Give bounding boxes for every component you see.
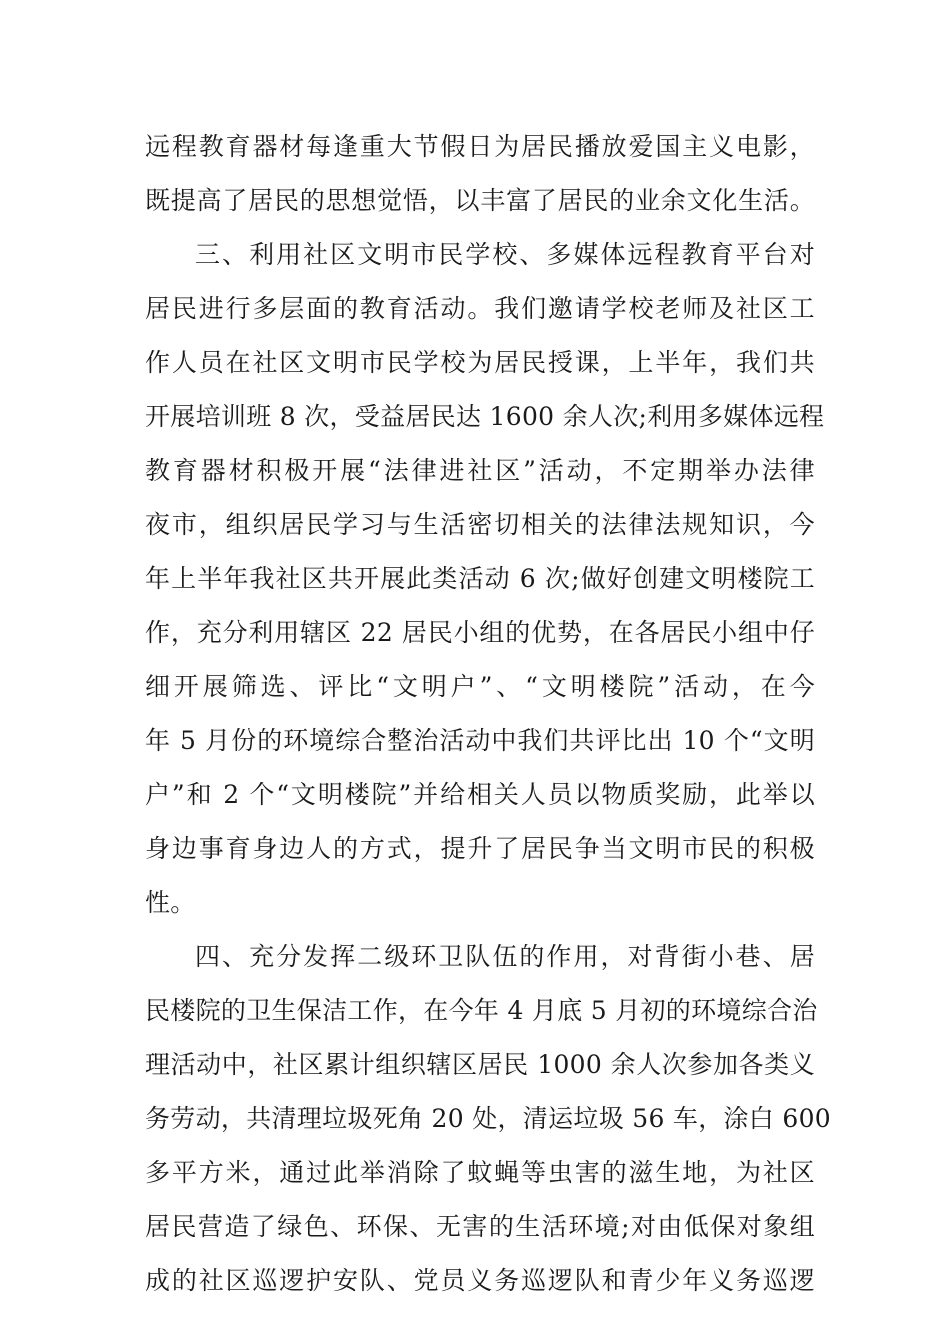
paragraph-line: 作，充分利用辖区 22 居民小组的优势，在各居民小组中仔 (145, 618, 815, 647)
paragraph-line: 多平方米，通过此举消除了蚊蝇等虫害的滋生地，为社区 (145, 1158, 815, 1187)
paragraph-line: 身边事育身边人的方式，提升了居民争当文明市民的积极 (145, 834, 815, 863)
paragraph-line: 开展培训班 8 次，受益居民达 1600 余人次;利用多媒体远程 (145, 402, 825, 431)
paragraph-line: 教育器材积极开展“法律进社区”活动，不定期举办法律 (145, 456, 815, 485)
paragraph-line: 细开展筛选、评比“文明户”、“文明楼院”活动，在今 (145, 672, 815, 701)
paragraph-line: 既提高了居民的思想觉悟，以丰富了居民的业余文化生活。 (145, 186, 815, 215)
paragraph-line: 夜市，组织居民学习与生活密切相关的法律法规知识，今 (145, 510, 815, 539)
paragraph-heading-line: 三、利用社区文明市民学校、多媒体远程教育平台对 (195, 240, 815, 269)
paragraph-line: 务劳动，共清理垃圾死角 20 处，清运垃圾 56 车，涂白 600 (145, 1104, 831, 1133)
paragraph-line: 作人员在社区文明市民学校为居民授课，上半年，我们共 (145, 348, 815, 377)
paragraph-line: 年上半年我社区共开展此类活动 6 次;做好创建文明楼院工 (145, 564, 815, 593)
paragraph-heading-line: 四、充分发挥二级环卫队伍的作用，对背街小巷、居 (195, 942, 815, 971)
paragraph-line: 年 5 月份的环境综合整治活动中我们共评比出 10 个“文明 (145, 726, 815, 755)
paragraph-line: 性。 (145, 888, 196, 917)
paragraph-line: 民楼院的卫生保洁工作，在今年 4 月底 5 月初的环境综合治 (145, 996, 818, 1025)
paragraph-line: 居民营造了绿色、环保、无害的生活环境;对由低保对象组 (145, 1212, 815, 1241)
paragraph-line: 理活动中，社区累计组织辖区居民 1000 余人次参加各类义 (145, 1050, 815, 1079)
paragraph-line: 成的社区巡逻护安队、党员义务巡逻队和青少年义务巡逻 (145, 1266, 815, 1295)
paragraph-line: 远程教育器材每逢重大节假日为居民播放爱国主义电影， (145, 132, 815, 161)
paragraph-line: 居民进行多层面的教育活动。我们邀请学校老师及社区工 (145, 294, 815, 323)
paragraph-line: 户”和 2 个“文明楼院”并给相关人员以物质奖励，此举以 (145, 780, 815, 809)
